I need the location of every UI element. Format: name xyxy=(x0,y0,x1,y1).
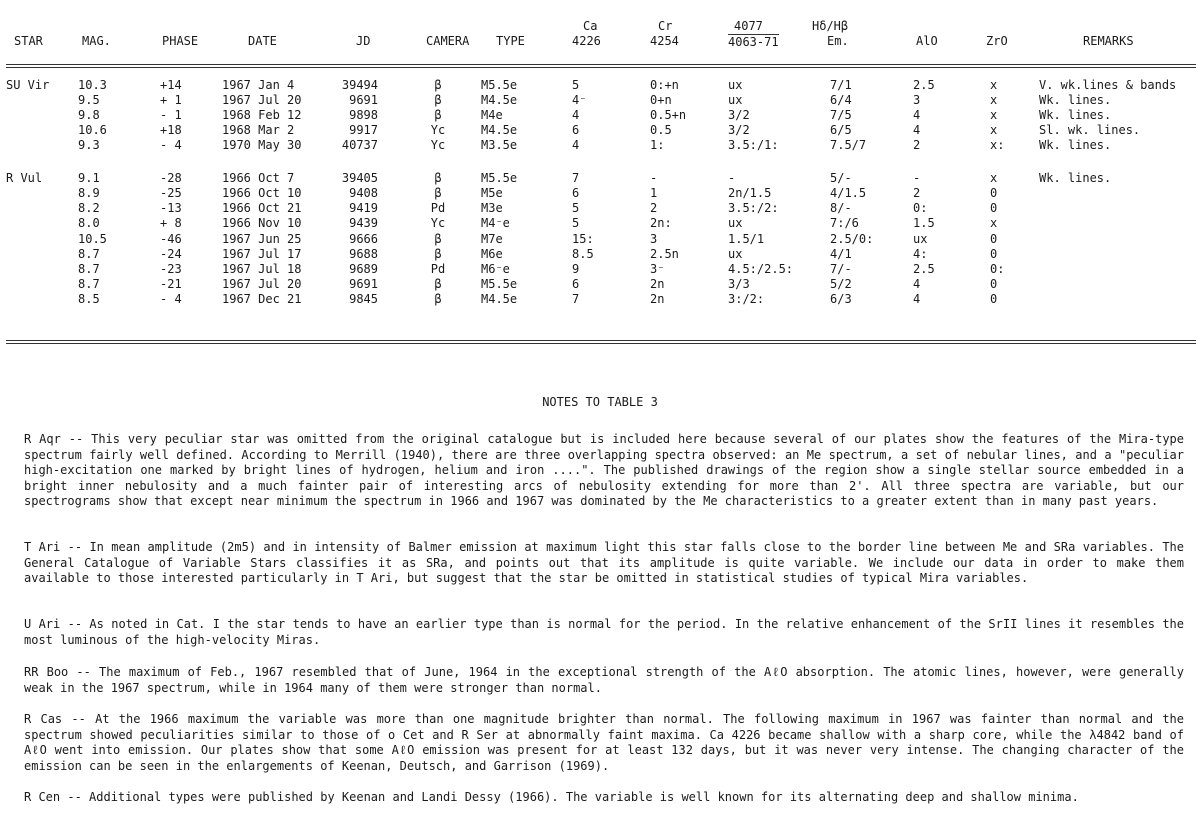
cell-ca: 4 xyxy=(572,138,580,152)
note-text: As noted in Cat. I the star tends to have an earlier type than is normal for the period. In the relative enhancement of the SrII lines it resembles the most luminous of the high-velocity Miras. xyxy=(24,617,1185,647)
cell-cr: 0:+n xyxy=(650,78,679,92)
cell-ca: 5 xyxy=(572,201,580,215)
cell-remarks: V. wk.lines & bands xyxy=(1039,78,1177,92)
cell-hd: 5/- xyxy=(830,171,852,185)
cell-zro: 0 xyxy=(990,292,998,306)
note-paragraph xyxy=(24,540,1184,587)
cell-alo: 4 xyxy=(913,277,921,291)
cell-ratio: 3.5:/2: xyxy=(728,201,779,215)
cell-cr: 0+n xyxy=(650,93,672,107)
cell-ca: 15: xyxy=(572,232,594,246)
cell-remarks: Sl. wk. lines. xyxy=(1039,123,1141,137)
cell-alo: 4 xyxy=(913,123,921,137)
cell-date: 1966 Oct 21 xyxy=(222,201,302,215)
cell-date: 1967 Jul 18 xyxy=(222,262,302,276)
cell-type: M4.5e xyxy=(481,292,518,306)
cell-camera: β xyxy=(434,292,442,306)
cell-zro: 0: xyxy=(990,262,1005,276)
cell-zro: x xyxy=(990,108,998,122)
cell-alo: ux xyxy=(913,232,928,246)
cell-ca: 7 xyxy=(572,292,580,306)
cell-jd: 39494 xyxy=(341,78,378,92)
cell-phase: +14 xyxy=(160,78,182,92)
cell-date: 1968 Mar 2 xyxy=(222,123,295,137)
cell-ratio: 3.5:/1: xyxy=(728,138,779,152)
cell-cr: 2n xyxy=(650,292,665,306)
cell-hd: 6/4 xyxy=(830,93,852,107)
cell-ca: 5 xyxy=(572,78,580,92)
cell-type: M5.5e xyxy=(481,171,518,185)
cell-zro: x xyxy=(990,171,998,185)
cell-cr: 1 xyxy=(650,186,658,200)
cell-phase: - 4 xyxy=(160,292,182,306)
header-hd-bottom: Em. xyxy=(827,34,849,48)
cell-camera: β xyxy=(434,247,442,261)
cell-type: M5.5e xyxy=(481,78,518,92)
cell-ca: 6 xyxy=(572,123,580,137)
cell-ratio: 4.5:/2.5: xyxy=(728,262,794,276)
cell-alo: 4 xyxy=(913,108,921,122)
cell-cr: 2.5n xyxy=(650,247,679,261)
cell-cr: 3⁻ xyxy=(650,262,665,276)
header-jd: JD xyxy=(356,34,371,48)
cell-hd: 7/1 xyxy=(830,78,852,92)
cell-hd: 6/5 xyxy=(830,123,852,137)
header-hd-top: Hδ/Hβ xyxy=(812,19,849,33)
cell-phase: - 1 xyxy=(160,108,182,122)
cell-alo: 4 xyxy=(913,292,921,306)
cell-camera: β xyxy=(434,232,442,246)
note-paragraph xyxy=(24,790,1184,806)
cell-cr: - xyxy=(650,171,658,185)
cell-phase: -25 xyxy=(160,186,182,200)
cell-phase: -28 xyxy=(160,171,182,185)
cell-ca: 6 xyxy=(572,186,580,200)
cell-mag: 8.7 xyxy=(78,247,100,261)
cell-type: M3e xyxy=(481,201,503,215)
cell-type: M6⁻e xyxy=(481,262,510,276)
note-text: The maximum of Feb., 1967 resembled that of June, 1964 in the exceptional strength of the AℓO absorption. The atomic lines, however, were generally weak in the 1967 spectrum, while in 1964 many of them were stronger than normal. xyxy=(24,665,1185,695)
header-ca-bottom: 4226 xyxy=(572,34,601,48)
cell-cr: 2n: xyxy=(650,216,672,230)
cell-alo: 2 xyxy=(913,186,921,200)
cell-jd: 9439 xyxy=(349,216,378,230)
cell-ratio: ux xyxy=(728,247,743,261)
cell-camera: Pd xyxy=(430,262,446,276)
cell-remarks: Wk. lines. xyxy=(1039,108,1112,122)
header-camera: CAMERA xyxy=(426,34,470,48)
cell-zro: x xyxy=(990,93,998,107)
cell-remarks: Wk. lines. xyxy=(1039,138,1112,152)
cell-alo: 3 xyxy=(913,93,921,107)
cell-alo: - xyxy=(913,171,921,185)
cell-jd: 9691 xyxy=(349,93,378,107)
cell-hd: 4/1 xyxy=(830,247,852,261)
cell-jd: 9691 xyxy=(349,277,378,291)
note-star-label: T Ari -- xyxy=(24,540,83,554)
cell-date: 1970 May 30 xyxy=(222,138,302,152)
cell-mag: 10.5 xyxy=(78,232,107,246)
cell-mag: 9.5 xyxy=(78,93,100,107)
table-end-rule-top xyxy=(6,340,1196,341)
header-alo: AlO xyxy=(916,34,938,48)
header-zro: ZrO xyxy=(986,34,1008,48)
cell-jd: 9419 xyxy=(349,201,378,215)
cell-mag: 8.5 xyxy=(78,292,100,306)
cell-zro: 0 xyxy=(990,277,998,291)
cell-jd: 9666 xyxy=(349,232,378,246)
cell-camera: β xyxy=(434,93,442,107)
cell-mag: 8.2 xyxy=(78,201,100,215)
note-text: Additional types were published by Keenan and Landi Dessy (1966). The variable is well known for its alternating deep and shallow minima. xyxy=(89,790,1079,804)
cell-type: M5e xyxy=(481,186,503,200)
cell-date: 1967 Dec 21 xyxy=(222,292,302,306)
cell-mag: 8.7 xyxy=(78,277,100,291)
cell-jd: 9845 xyxy=(349,292,378,306)
cell-date: 1966 Oct 10 xyxy=(222,186,302,200)
cell-mag: 8.7 xyxy=(78,262,100,276)
cell-hd: 7/- xyxy=(830,262,852,276)
header-cr-top: Cr xyxy=(658,19,673,33)
cell-zro: 0 xyxy=(990,201,998,215)
cell-jd: 9898 xyxy=(349,108,378,122)
cell-jd: 9408 xyxy=(349,186,378,200)
header-cr-bottom: 4254 xyxy=(650,34,679,48)
cell-type: M4.5e xyxy=(481,93,518,107)
cell-hd: 6/3 xyxy=(830,292,852,306)
cell-hd: 7/5 xyxy=(830,108,852,122)
cell-camera: β xyxy=(434,108,442,122)
cell-type: M6e xyxy=(481,247,503,261)
note-paragraph xyxy=(24,665,1184,696)
cell-jd: 40737 xyxy=(341,138,378,152)
note-text: This very peculiar star was omitted from the original catalogue but is included here because several of our plates show the features of the Mira-type spectrum fairly well defined. According to Merrill (1940), there are three overlapping spectra observed: an Me spectrum, a set of nebular lines, and a "peculiar high-excitation one marked by bright lines of hydrogen, helium and iron ....". The published drawings of the region show a single stellar source embedded in a bright inner nebulosity and a much fainter pair of interesting arcs of nebulosity extending for more than 2'. All three spectra are variable, but our spectrograms show that except near minimum the spectrum in 1966 and 1967 was dominated by the Me characteristics to a greater extent than in many past years. xyxy=(24,432,1185,508)
note-paragraph xyxy=(24,617,1184,648)
cell-alo: 4: xyxy=(913,247,928,261)
cell-date: 1966 Oct 7 xyxy=(222,171,295,185)
header-date: DATE xyxy=(248,34,277,48)
cell-ratio: ux xyxy=(728,93,743,107)
header-remarks: REMARKS xyxy=(1083,34,1134,48)
cell-date: 1966 Nov 10 xyxy=(222,216,302,230)
cell-zro: x: xyxy=(990,138,1005,152)
cell-mag: 9.8 xyxy=(78,108,100,122)
header-ratio-denominator: 4063-71 xyxy=(728,35,779,49)
cell-zro: 0 xyxy=(990,186,998,200)
header-phase: PHASE xyxy=(162,34,199,48)
cell-alo: 1.5 xyxy=(913,216,935,230)
header-ratio-numerator: 4077 xyxy=(734,19,763,33)
cell-ca: 8.5 xyxy=(572,247,594,261)
cell-hd: 7:/6 xyxy=(830,216,859,230)
cell-zro: 0 xyxy=(990,232,998,246)
note-paragraph xyxy=(24,712,1184,774)
cell-cr: 1: xyxy=(650,138,665,152)
cell-cr: 2 xyxy=(650,201,658,215)
header-ca-top: Ca xyxy=(583,19,598,33)
cell-ratio: ux xyxy=(728,216,743,230)
cell-hd: 4/1.5 xyxy=(830,186,867,200)
cell-alo: 2.5 xyxy=(913,262,935,276)
cell-zro: x xyxy=(990,123,998,137)
cell-type: M4⁻e xyxy=(481,216,510,230)
cell-cr: 2n xyxy=(650,277,665,291)
cell-phase: -24 xyxy=(160,247,182,261)
header-type: TYPE xyxy=(496,34,525,48)
cell-ca: 5 xyxy=(572,216,580,230)
cell-ratio: ux xyxy=(728,78,743,92)
cell-date: 1967 Jun 25 xyxy=(222,232,302,246)
cell-hd: 5/2 xyxy=(830,277,852,291)
cell-date: 1967 Jul 17 xyxy=(222,247,302,261)
cell-ratio: - xyxy=(728,171,736,185)
cell-camera: β xyxy=(434,277,442,291)
header-rule-bottom xyxy=(6,67,1196,68)
cell-camera: Pd xyxy=(430,201,446,215)
cell-hd: 7.5/7 xyxy=(830,138,867,152)
cell-remarks: Wk. lines. xyxy=(1039,93,1112,107)
cell-ca: 4 xyxy=(572,108,580,122)
note-star-label: RR Boo -- xyxy=(24,665,91,679)
note-star-label: R Aqr -- xyxy=(24,432,84,446)
cell-ca: 4⁻ xyxy=(572,93,587,107)
note-star-label: R Cen -- xyxy=(24,790,82,804)
cell-date: 1967 Jul 20 xyxy=(222,93,302,107)
cell-camera: Yc xyxy=(430,216,446,230)
cell-ratio: 2n/1.5 xyxy=(728,186,772,200)
note-text: At the 1966 maximum the variable was more than one magnitude brighter than normal. The following maximum in 1967 was fainter than normal and the spectrum showed peculiarities similar to those of o Cet and R Ser at abnormally faint maxima. Ca 4226 became shallow with a sharp core, while the λ4842 band of AℓO went into emission. Our plates show that some AℓO emission was present for at least 132 days, but it was never very intense. The changing character of the emission can be seen in the enlargements of Keenan, Deutsch, and Garrison (1969). xyxy=(24,712,1184,773)
cell-mag: 10.6 xyxy=(78,123,107,137)
cell-phase: -46 xyxy=(160,232,182,246)
cell-zro: x xyxy=(990,216,998,230)
cell-zro: x xyxy=(990,78,998,92)
cell-phase: +18 xyxy=(160,123,182,137)
cell-camera: Yc xyxy=(430,123,446,137)
note-text: In mean amplitude (2m5) and in intensity of Balmer emission at maximum light this star falls close to the border line between Me and SRa variables. The General Catalogue of Variable Stars classifies it as SRa, and points out that its amplitude is quite variable. We include our data in order to make them available to those interested particularly in T Ari, but suggest that the star be omitted in statistical studies of typical Mira variables. xyxy=(24,540,1184,585)
notes-title: NOTES TO TABLE 3 xyxy=(542,395,658,409)
cell-type: M4e xyxy=(481,108,503,122)
cell-zro: 0 xyxy=(990,247,998,261)
cell-jd: 9688 xyxy=(349,247,378,261)
cell-cr: 3 xyxy=(650,232,658,246)
cell-cr: 0.5 xyxy=(650,123,672,137)
cell-camera: β xyxy=(434,186,442,200)
cell-phase: + 8 xyxy=(160,216,182,230)
cell-ratio: 3/2 xyxy=(728,123,750,137)
cell-type: M3.5e xyxy=(481,138,518,152)
cell-ratio: 1.5/1 xyxy=(728,232,765,246)
cell-phase: + 1 xyxy=(160,93,182,107)
note-star-label: U Ari -- xyxy=(24,617,83,631)
cell-star: SU Vir xyxy=(6,78,50,92)
cell-phase: -13 xyxy=(160,201,182,215)
cell-alo: 0: xyxy=(913,201,928,215)
cell-star: R Vul xyxy=(6,171,43,185)
cell-jd: 9689 xyxy=(349,262,378,276)
cell-ca: 9 xyxy=(572,262,580,276)
cell-mag: 8.9 xyxy=(78,186,100,200)
cell-phase: - 4 xyxy=(160,138,182,152)
cell-remarks: Wk. lines. xyxy=(1039,171,1112,185)
note-star-label: R Cas -- xyxy=(24,712,86,726)
cell-jd: 39405 xyxy=(341,171,378,185)
cell-ca: 7 xyxy=(572,171,580,185)
cell-mag: 9.1 xyxy=(78,171,100,185)
cell-date: 1967 Jul 20 xyxy=(222,277,302,291)
cell-camera: Yc xyxy=(430,138,446,152)
cell-mag: 10.3 xyxy=(78,78,107,92)
cell-date: 1968 Feb 12 xyxy=(222,108,302,122)
cell-mag: 9.3 xyxy=(78,138,100,152)
cell-camera: β xyxy=(434,78,442,92)
cell-phase: -21 xyxy=(160,277,182,291)
cell-camera: β xyxy=(434,171,442,185)
cell-ratio: 3/3 xyxy=(728,277,750,291)
cell-jd: 9917 xyxy=(349,123,378,137)
note-paragraph xyxy=(24,432,1184,510)
table-end-rule-bottom xyxy=(6,343,1196,344)
cell-phase: -23 xyxy=(160,262,182,276)
cell-alo: 2.5 xyxy=(913,78,935,92)
cell-mag: 8.0 xyxy=(78,216,100,230)
cell-type: M5.5e xyxy=(481,277,518,291)
header-star: STAR xyxy=(14,34,43,48)
header-mag: MAG. xyxy=(82,34,111,48)
cell-alo: 2 xyxy=(913,138,921,152)
cell-type: M4.5e xyxy=(481,123,518,137)
cell-ratio: 3/2 xyxy=(728,108,750,122)
cell-ca: 6 xyxy=(572,277,580,291)
cell-cr: 0.5+n xyxy=(650,108,687,122)
cell-type: M7e xyxy=(481,232,503,246)
cell-date: 1967 Jan 4 xyxy=(222,78,295,92)
header-rule-top xyxy=(6,64,1196,65)
cell-hd: 2.5/0: xyxy=(830,232,874,246)
cell-ratio: 3:/2: xyxy=(728,292,765,306)
cell-hd: 8/- xyxy=(830,201,852,215)
